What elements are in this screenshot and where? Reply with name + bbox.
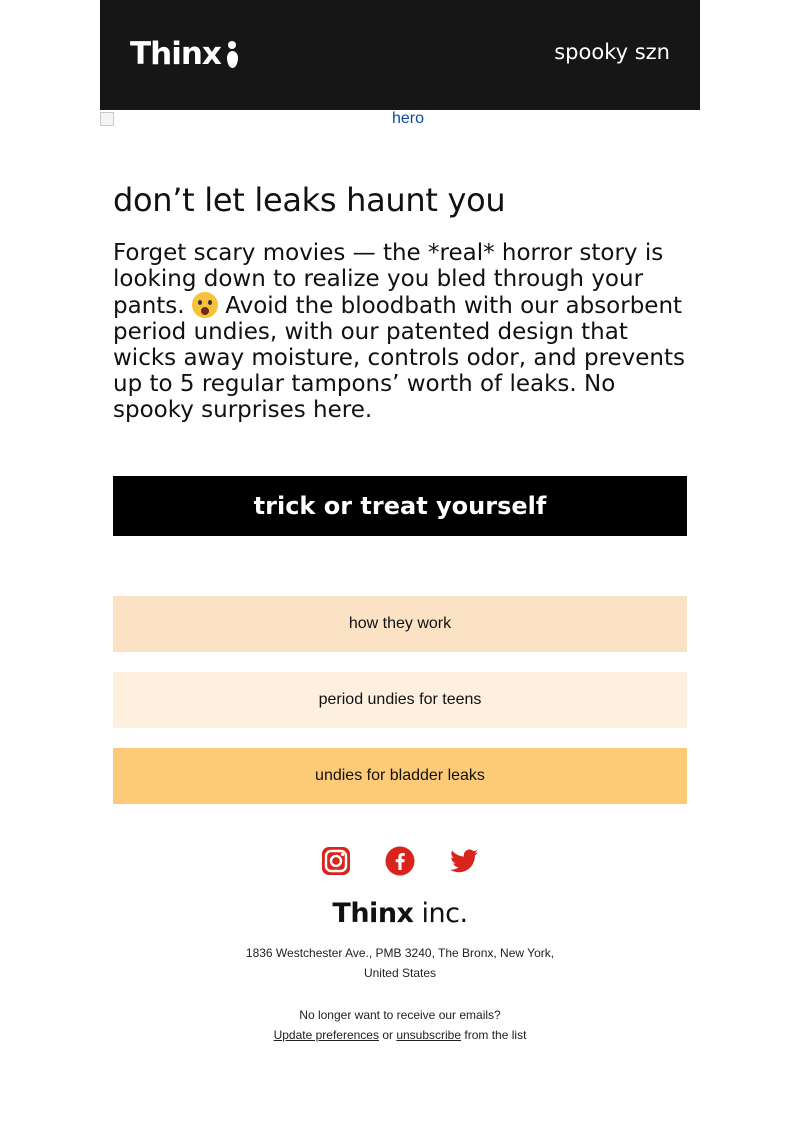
instagram-icon[interactable] [321, 846, 351, 876]
facebook-icon[interactable] [385, 846, 415, 876]
update-preferences-link[interactable]: Update preferences [273, 1028, 379, 1042]
unsubscribe-question: No longer want to receive our emails? [299, 1008, 501, 1022]
email-container [100, 0, 700, 1045]
unsubscribe-line [113, 1025, 687, 1045]
main-content [100, 182, 700, 1045]
body-copy-part-1: Forget scary movies — the *real* horror story is looking down to realize you bled through your pants. [113, 240, 664, 319]
footer-logo [113, 898, 687, 929]
unsubscribe-link[interactable]: unsubscribe [396, 1028, 462, 1042]
teens-undies-button[interactable]: period undies for teens [113, 672, 687, 728]
unsubscribe-section [113, 1005, 687, 1045]
company-address: 1836 Westchester Ave., PMB 3240, The Bronx, New York, United States [245, 946, 555, 980]
bladder-leaks-button[interactable]: undies for bladder leaks [113, 748, 687, 804]
email-header [100, 0, 700, 110]
body-copy [113, 240, 687, 423]
twitter-icon[interactable] [449, 846, 479, 876]
body-copy-part-2: Avoid the bloodbath with our absorbent period undies, with our patented design that wicks away moisture, controls odor, and prevents up to 5 regular tampons’ worth of leaks. No spooky surprises here. [113, 293, 686, 423]
scream-emoji-icon [192, 292, 218, 318]
hero-image[interactable] [100, 110, 700, 172]
headline: don’t let leaks haunt you [113, 181, 506, 219]
social-links [113, 846, 687, 876]
logo-text: Thinx [130, 36, 221, 72]
hero-alt-text: hero [391, 110, 425, 127]
from-list-text: from the list [461, 1028, 527, 1042]
footer-logo-bold: Thinx [332, 898, 414, 929]
footer-logo-light: inc. [413, 898, 468, 929]
trick-or-treat-button[interactable]: trick or treat yourself [113, 476, 687, 536]
how-they-work-button[interactable]: how they work [113, 596, 687, 652]
link-buttons [113, 596, 687, 804]
header-tagline: spooky szn [554, 40, 670, 64]
thinx-logo[interactable] [130, 36, 238, 72]
logo-drop-icon [227, 41, 238, 68]
or-text: or [378, 1028, 397, 1042]
